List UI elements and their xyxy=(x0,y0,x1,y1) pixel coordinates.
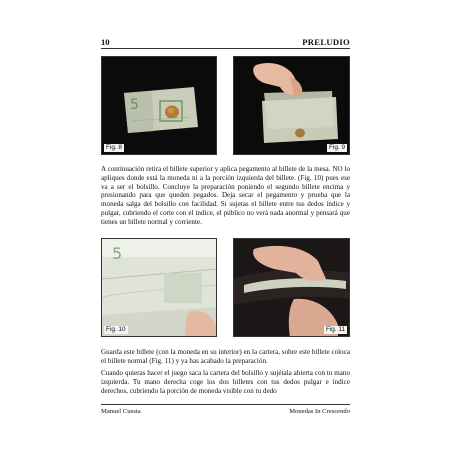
footer-author: Manuel Cuesta xyxy=(101,408,141,415)
figure-caption: Fig. 11 xyxy=(325,326,345,333)
wallet-with-banknotes-illustration xyxy=(234,239,350,337)
page-header xyxy=(101,37,350,49)
figure-caption: Fig. 8 xyxy=(106,144,122,151)
hand-lifting-banknote-illustration xyxy=(234,57,350,155)
svg-text:5: 5 xyxy=(130,97,139,113)
figure-caption: Fig. 9 xyxy=(329,144,345,151)
paragraph-1: A continuación retira el billete superior y aplica pegamento al billete de la mesa. NO lo apliques donde está la moneda ni a la porción izquierda del billete. (Fig. 10) pues ese va a ser el bolsillo. Concluye la preparación poniendo el segundo billete encima y presionando para que queden pegados. Deja secar el pegamento y prueba que la moneda salga del bolsillo con facilidad. Si sujetas el billete entre tus dedos índice y pulgar, cubriendo el corte con el índice, el público no verá nada anormal y pensará que tienes un billete normal y corriente. xyxy=(101,165,350,226)
page-number: 10 xyxy=(101,37,110,47)
banknote-with-coin-illustration xyxy=(102,57,217,155)
paragraph-2: Guarda este billete (con la moneda en su interior) en la cartera, sobre este billete coloca el billete normal (Fig. 11) y ya has acabado la preparación. xyxy=(101,348,350,365)
figure-8-photo xyxy=(101,56,217,155)
figure-10-photo xyxy=(101,238,217,337)
figure-11-photo xyxy=(233,238,350,337)
figure-caption: Fig. 10 xyxy=(106,326,126,333)
banknote-pocket-closeup-illustration xyxy=(102,239,217,337)
figure-9-photo xyxy=(233,56,350,155)
footer-book-title: Monedas In Crescendo xyxy=(289,408,350,415)
chapter-title: PRELUDIO xyxy=(302,37,350,47)
paragraph-3: Cuando quieras hacer el juego saca la cartera del bolsillo y sujétala abierta con tu mano izquierda. Tu mano derecha coge los dos billetes con tus dedos pulgar e índice derechos, cubriendo la porción de moneda visible con tu dedo xyxy=(101,369,350,395)
svg-text:5: 5 xyxy=(112,244,123,263)
page-footer xyxy=(101,404,350,415)
